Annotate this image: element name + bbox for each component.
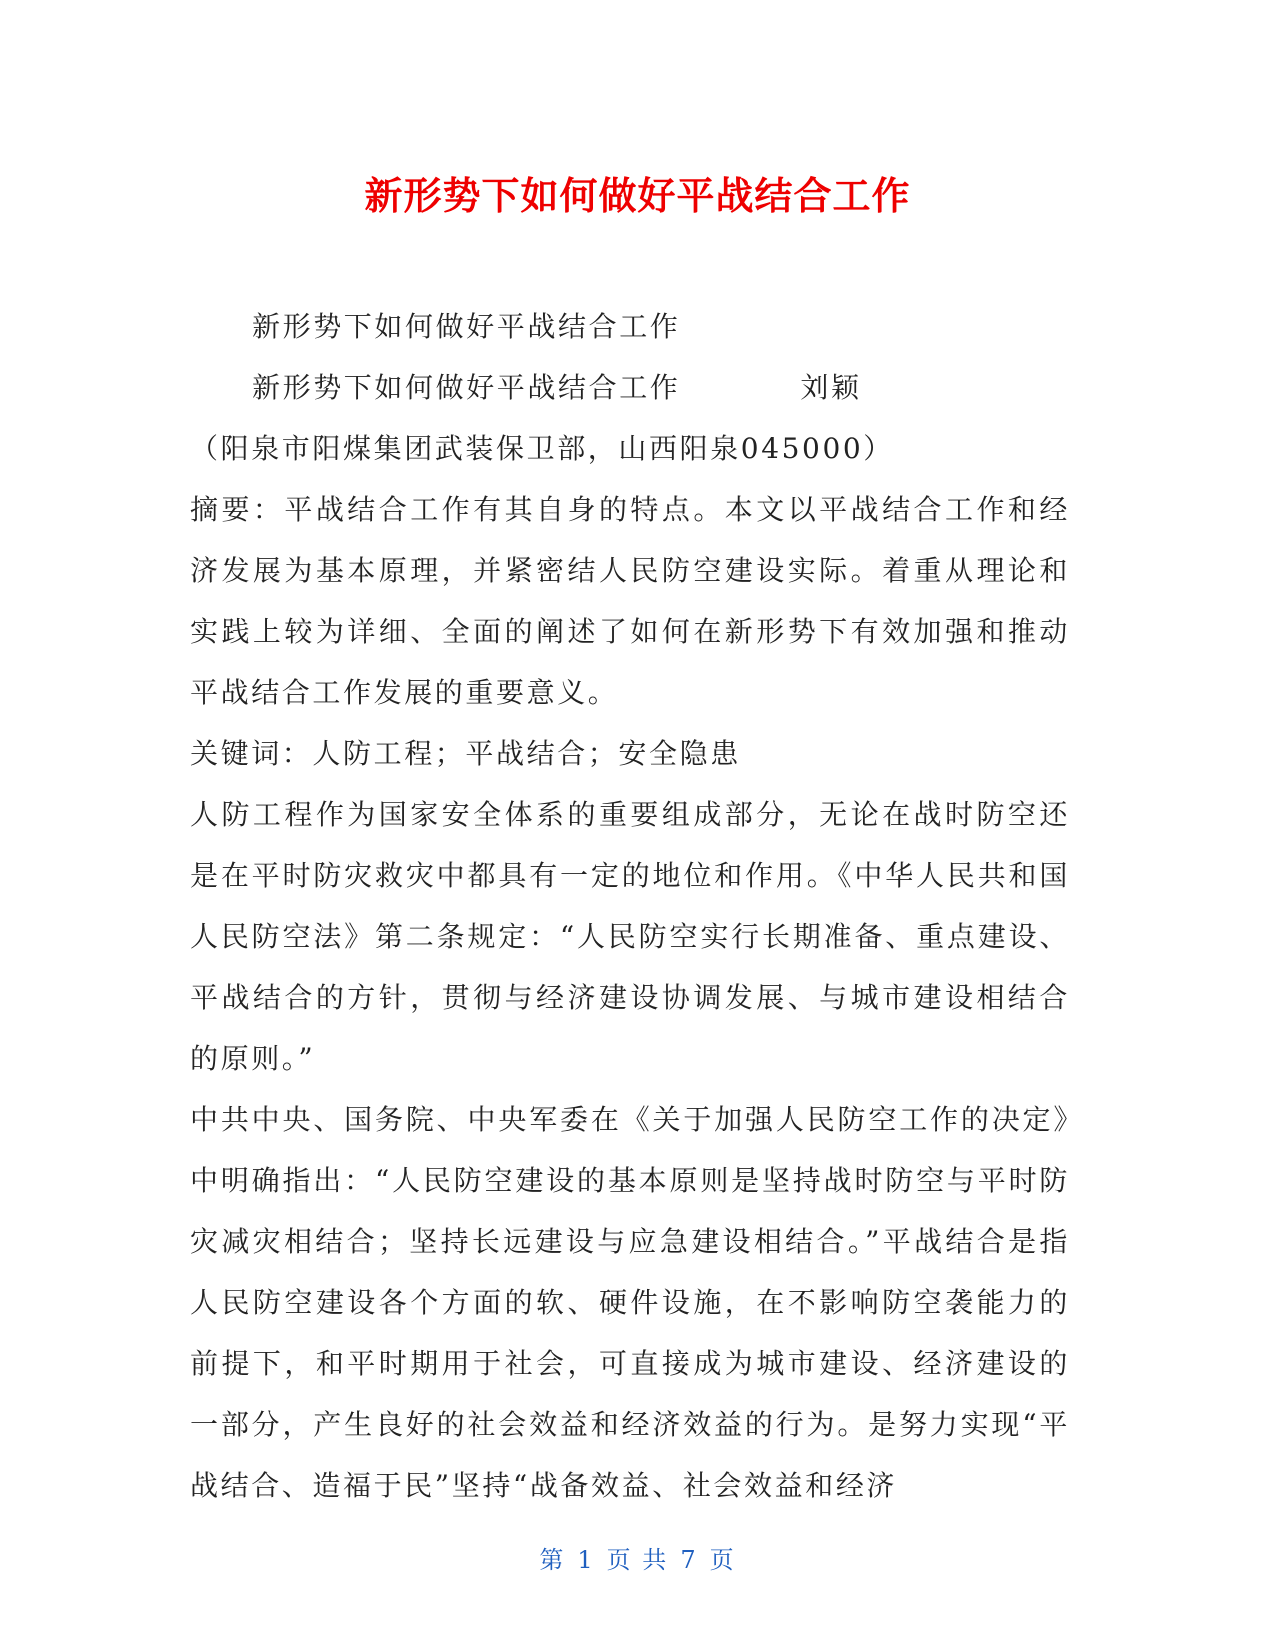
keywords-line: 关键词：人防工程；平战结合；安全隐患: [190, 737, 741, 770]
abstract-paragraph: 摘要：平战结合工作有其自身的特点。本文以平战结合工作和经济发展为基本原理，并紧密结人民防空建设实际。着重从理论和实践上较为详细、全面的阐述了如何在新形势下有效加强和推动平战结合工作发展的重要意义。: [190, 493, 1070, 709]
document-title: 新形势下如何做好平战结合工作: [364, 174, 911, 218]
affiliation: （阳泉市阳煤集团武装保卫部，山西阳泉045000）: [190, 432, 894, 465]
page-footer: [0, 1540, 1275, 1575]
body-paragraph-2: 中共中央、国务院、中央军委在《关于加强人民防空工作的决定》中明确指出：“人民防空建设的基本原则是坚持战时防空与平时防灾减灾相结合；坚持长远建设与应急建设相结合。”平战结合是指人民防空建设各个方面的软、硬件设施，在不影响防空袭能力的前提下，和平时期用于社会，可直接成为城市建设、经济建设的一部分，产生良好的社会效益和经济效益的行为。是努力实现“平战结合、造福于民”坚持“战备效益、社会效益和经济: [190, 1103, 1070, 1502]
subtitle-author-line: [190, 357, 1070, 418]
footer-prefix: 第: [539, 1546, 566, 1574]
subtitle-line: 新形势下如何做好平战结合工作: [252, 310, 681, 343]
document-body: [190, 296, 1070, 1516]
footer-suffix: 页: [709, 1546, 736, 1574]
footer-total-pages: 7: [680, 1546, 698, 1574]
footer-page-number: 1: [577, 1546, 595, 1574]
body-paragraph-1: 人防工程作为国家安全体系的重要组成部分，无论在战时防空还是在平时防灾救灾中都具有一定的地位和作用。《中华人民共和国人民防空法》第二条规定：“人民防空实行长期准备、重点建设、平战结合的方针，贯彻与经济建设协调发展、与城市建设相结合的原则。”: [190, 798, 1070, 1075]
subtitle-line-2: 新形势下如何做好平战结合工作: [252, 371, 681, 404]
author-name: 刘颖: [800, 371, 862, 404]
footer-mid: 页 共: [606, 1546, 669, 1574]
